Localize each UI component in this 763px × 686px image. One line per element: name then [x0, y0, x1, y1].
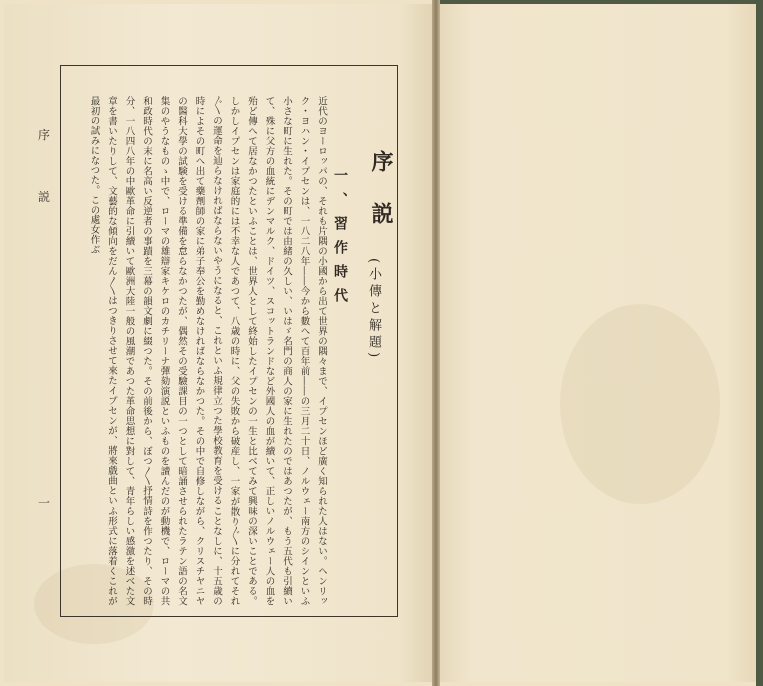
background-edge [756, 0, 763, 686]
book-gutter [432, 0, 440, 686]
page-title: 序説 [368, 150, 394, 254]
page-number: 一 [38, 496, 51, 510]
running-head-char: 説 [38, 190, 51, 204]
section-heading: 一、習作時代 [332, 168, 348, 312]
page-subtitle: (小傳と解題) [366, 258, 381, 362]
right-page-blank [440, 4, 756, 682]
paper-stain [560, 304, 720, 504]
body-text: 近代のヨーロッパの、それも片隅の小國から出て世界の隅々まで、イプセンほど廣く知られた人はない。ヘンリック・ヨハン・イプセンは、一八二八年――今から數へて百年前――の三月二十日、ノルウェー南方のシインといふ小さな町に生れた。その町では由緒の久しい、いはゞ名門の商人の家に生れたのではあつたが、もう五代も引續いて、殊に父方の血統にデンマルク、ドイツ、スコットランドなど外國人の血が續いて、正しいノルウェー人の血を殆ど傳へて居なかつたといふことは、世界人として終始したイプセンの一生と比べてみて興味の深いことである。しかしイプセンは家庭的には不幸な人であつて、八歳の時に、父の失敗から破産し、一家が散り〴〵に分れてそれ〴〵の運命を辿らなければならないやうになると、これといふ規律立つた學校教育を受けることなしに、十五歳の時によその町へ出て藥劑師の家に弟子奉公を勤めなければならなかつた。その中で自修しながら、クリスチヤニヤの醫科大學の試験を受ける準備を怠らなかつたが、偶然その受驗課目の一つとして暗誦させられたラテン語の名文集のやうなものゝ中で、ローマの雄辯家キケロのカチリーナ彈劾演説といふものを讀んだのが動機で、ローマの共和政時代の末に名高い反逆者の事蹟を三幕の韻文劇に綴つた。その前後から、ぼつ〳〵抒情詩を作つたり、その時分、一八四八年の中歐革命に引續いて歐洲大陸一般の風潮であつた革命思想に對して、青年らしい感激を述べた文章を書いたりして、文藝的な傾向をだん〳〵はつきりさせて來たイプセンが、將來戲曲といふ形式に落着くこれが最初の試みになつた。この處女作ぶ [88, 96, 327, 606]
running-head-char: 序 [38, 128, 51, 142]
